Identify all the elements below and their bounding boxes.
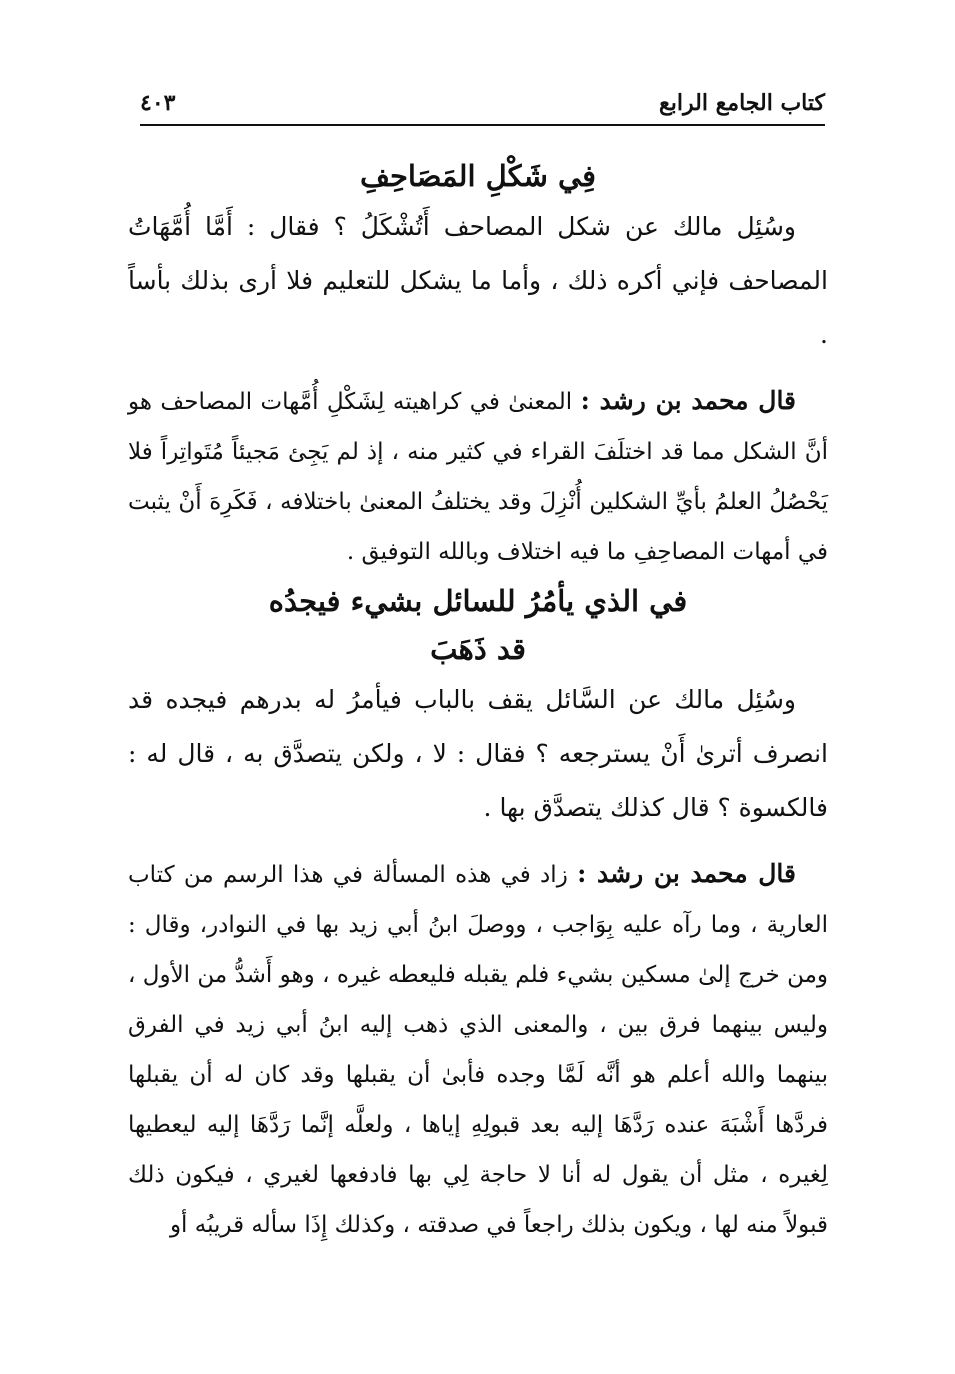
commentary-speaker: قال محمد بن رشد : bbox=[577, 859, 796, 888]
header-rule bbox=[140, 124, 825, 126]
section-title: فِي شَكْلِ المَصَاحِفِ bbox=[359, 159, 597, 193]
question-paragraph: وسُئِل مالك عن السَّائل يقف بالباب فيأمرُ له بدرهم فيجده قد انصرف أترىٰ أَنْ يسترجعه ؟ فقال : لا ، ولكن يتصدَّق به ، قال له : فالكسوة ؟ قال كذلك يتصدَّق بها . bbox=[128, 685, 828, 822]
commentary-text: المعنىٰ في كراهيته لِشَكْلِ أُمَّهات المصاحف هو أنَّ الشكل مما قد اختلَفَ القراء في كثير منه ، إذ لم يَجِئ مَجيئاً مُتَواتِراً فلا يَحْصُلُ العلمُ بأيِّ الشكلين أُنْزِلَ وقد يختلفُ المعنىٰ باختلافه ، فَكَرِهَ أَنْ يثبت في أمهات المصاحِفِ ما فيه اختلاف وبالله التوفيق . bbox=[128, 389, 828, 565]
page-content bbox=[128, 152, 828, 1250]
commentary-text: زاد في هذه المسألة في هذا الرسم من كتاب العارية ، وما رآه عليه بِوَاجب ، ووصلَ ابنُ أبي زيد بها في النوادر، وقال : ومن خرج إلىٰ مسكين بشيء فلم يقبله فليعطه غيره ، وهو أَشدُّ من الأول ، وليس بينهما فرق بين ، والمعنى الذي ذهب إليه ابنُ أبي زيد في الفرق بينهما والله أعلم هو أنَّه لَمَّا وجده فأبىٰ أن يقبلها وقد كان له أن يقبلها فردَّها أَشْبَهَ عنده رَدَّهَا إليه بعد قبولِهِ إياها ، ولعلَّه إنَّما رَدَّهَا إليه ليعطيها لِغيره ، مثل أن يقول له أنا لا حاجة لِي بها فادفعها لغيري ، فيكون ذلك قبولاً منه لها ، ويكون بذلك راجعاً في صدقته ، وكذلك إِذَا سأله قريبُه أو bbox=[128, 862, 829, 1238]
section-title-line: في الذي يأمُرُ للسائل بشيء فيجدُه bbox=[268, 584, 688, 618]
commentary-paragraph bbox=[128, 376, 828, 577]
commentary-paragraph bbox=[128, 849, 828, 1250]
book-title: كتاب الجامع الرابع bbox=[659, 90, 825, 116]
commentary-speaker: قال محمد بن رشد : bbox=[580, 386, 797, 415]
page-header bbox=[140, 84, 825, 124]
question-paragraph: وسُئِل مالك عن شكل المصاحف أَتُشْكَلُ ؟ فقال : أَمَّا أُمَّهَاتُ المصاحف فإني أكره ذلك ، وأما ما يشكل للتعليم فلا أرى بذلك بأساً . bbox=[128, 212, 828, 349]
page-number: ٤٠٣ bbox=[140, 90, 176, 116]
section-title bbox=[128, 577, 828, 673]
section-title-line: قد ذَهَبَ bbox=[430, 632, 526, 666]
